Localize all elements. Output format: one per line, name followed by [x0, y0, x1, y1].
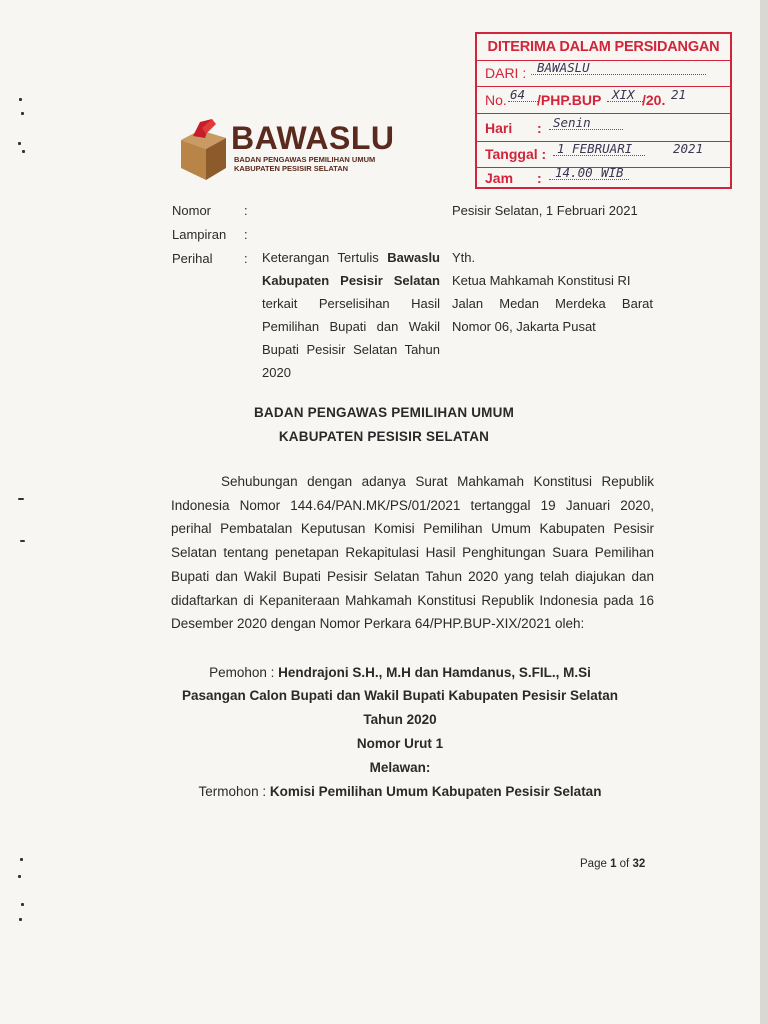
stamp-tanggal-value: 1 FEBRUARI — [557, 141, 633, 156]
nomor-urut — [0, 736, 768, 751]
nomor-colon: : — [244, 203, 248, 218]
body-title-1: BADAN PENGAWAS PEMILIHAN UMUM — [253, 405, 515, 420]
pemohon-label: Pemohon : — [209, 665, 279, 680]
body-paragraph-text: Sehubungan dengan adanya Surat Mahkamah Konstitusi Republik Indonesia Nomor 144.64/PAN.MK/PS/01/2021 tertanggal 19 Januari 2020, perihal Pembatalan Keputusan Komisi Pemilihan Umum Kabupaten Pesisir Selatan tentang penetapan Rekapitulasi Hasil Penghitungan Suara Pemilihan Bupati dan Wakil Bupati Pesisir Selatan Tahun 2020 yang telah diajukan dan didaftarkan di Kepaniteraan Mahkamah Konstitusi Republik Indonesia pada 16 Desember 2020 dengan Nomor Perkara 64/PHP.BUP-XIX/2021 oleh: — [171, 474, 654, 632]
stamp-row-hari — [477, 115, 730, 142]
logo-name: BAWASLU — [231, 120, 395, 156]
stamp-hari-value: Senin — [553, 115, 591, 130]
recipient-name: Ketua Mahkamah Konstitusi RI — [452, 273, 631, 288]
stamp-jam-label: Jam — [485, 170, 514, 186]
stamp-hari-label: Hari — [485, 120, 513, 136]
nomor-label: Nomor — [172, 203, 212, 218]
stamp-tanggal-year: 2021 — [673, 141, 704, 156]
termohon-line — [0, 784, 768, 799]
place-date: Pesisir Selatan, 1 Februari 2021 — [452, 203, 638, 218]
logo-region: KABUPATEN PESISIR SELATAN — [234, 164, 349, 173]
stamp-no-year-prefix: /20. — [642, 92, 666, 108]
pemohon-description — [0, 688, 768, 703]
stamp-no-number: 64 — [510, 87, 526, 102]
scan-speck — [19, 98, 22, 101]
termohon-label: Termohon : — [198, 784, 270, 799]
pemohon-desc-text: Pasangan Calon Bupati dan Wakil Bupati Kabupaten Pesisir Selatan — [181, 688, 619, 703]
stamp-no-mid: /PHP.BUP — [537, 92, 602, 108]
stamp-tanggal-label: Tanggal : — [485, 146, 547, 162]
stamp-row-dari — [477, 60, 730, 87]
page-total: 32 — [632, 858, 646, 870]
pemohon-name: Hendrajoni S.H., M.H dan Hamdanus, S.FIL., M.Si — [278, 665, 591, 680]
scan-speck — [21, 112, 24, 115]
stamp-row-jam — [477, 165, 730, 191]
pemohon-year-text: Tahun 2020 — [363, 712, 437, 727]
scan-speck — [18, 142, 21, 145]
page-of: of — [616, 858, 633, 870]
body-title-2: KABUPATEN PESISIR SELATAN — [278, 429, 490, 444]
scan-speck — [18, 498, 24, 500]
melawan — [0, 760, 768, 775]
scan-speck — [19, 918, 22, 921]
recipient-address: Jalan Medan Merdeka Barat Nomor 06, Jakarta Pusat — [452, 296, 653, 334]
stamp-hari-colon: : — [537, 120, 542, 136]
stamp-jam-value: 14.00 — [555, 165, 593, 180]
scan-speck — [20, 858, 23, 861]
body-paragraph — [171, 470, 654, 636]
page-prefix: Page — [580, 858, 611, 870]
scan-edge — [760, 0, 768, 1024]
bawaslu-logo — [178, 118, 395, 182]
scan-speck — [20, 540, 25, 542]
nomor-urut-text: Nomor Urut 1 — [356, 736, 444, 751]
pemohon-year — [0, 712, 768, 727]
stamp-no-code: XIX — [612, 87, 635, 102]
lampiran-label: Lampiran — [172, 227, 227, 242]
recipient-block — [452, 246, 653, 338]
scan-speck — [18, 875, 21, 878]
termohon-name: Komisi Pemilihan Umum Kabupaten Pesisir Selatan — [269, 784, 602, 799]
page-number — [580, 858, 645, 870]
scan-speck — [21, 903, 24, 906]
received-stamp — [475, 32, 732, 189]
lampiran-colon: : — [244, 227, 248, 242]
stamp-jam-colon: : — [537, 170, 542, 186]
stamp-dari-label: DARI : — [485, 65, 527, 81]
yth: Yth. — [452, 250, 476, 265]
page-current: 1 — [610, 858, 617, 870]
stamp-dari-value: BAWASLU — [537, 60, 590, 75]
perihal-text — [262, 246, 440, 384]
stamp-row-nomor — [477, 87, 730, 114]
stamp-no-year: 21 — [671, 87, 687, 102]
perihal-colon: : — [244, 251, 248, 266]
scan-speck — [22, 150, 25, 153]
ballot-box-icon — [178, 118, 230, 182]
stamp-no-label: No. — [485, 92, 507, 108]
perihal-bold: Bawaslu Kabupaten Pesisir Selatan — [262, 250, 440, 288]
pemohon-line — [0, 665, 768, 680]
perihal-pre: Keterangan Tertulis — [262, 250, 388, 265]
stamp-row-tanggal — [477, 141, 730, 168]
perihal-label: Perihal — [172, 251, 213, 266]
stamp-title: DITERIMA DALAM PERSIDANGAN — [477, 34, 730, 61]
stamp-jam-zone: WIB — [601, 165, 624, 180]
logo-subtitle: BADAN PENGAWAS PEMILIHAN UMUM — [234, 155, 376, 164]
melawan-text: Melawan: — [369, 760, 431, 775]
perihal-post: terkait Perselisihan Hasil Pemilihan Bupati dan Wakil Bupati Pesisir Selatan Tahun 2020 — [262, 296, 440, 380]
